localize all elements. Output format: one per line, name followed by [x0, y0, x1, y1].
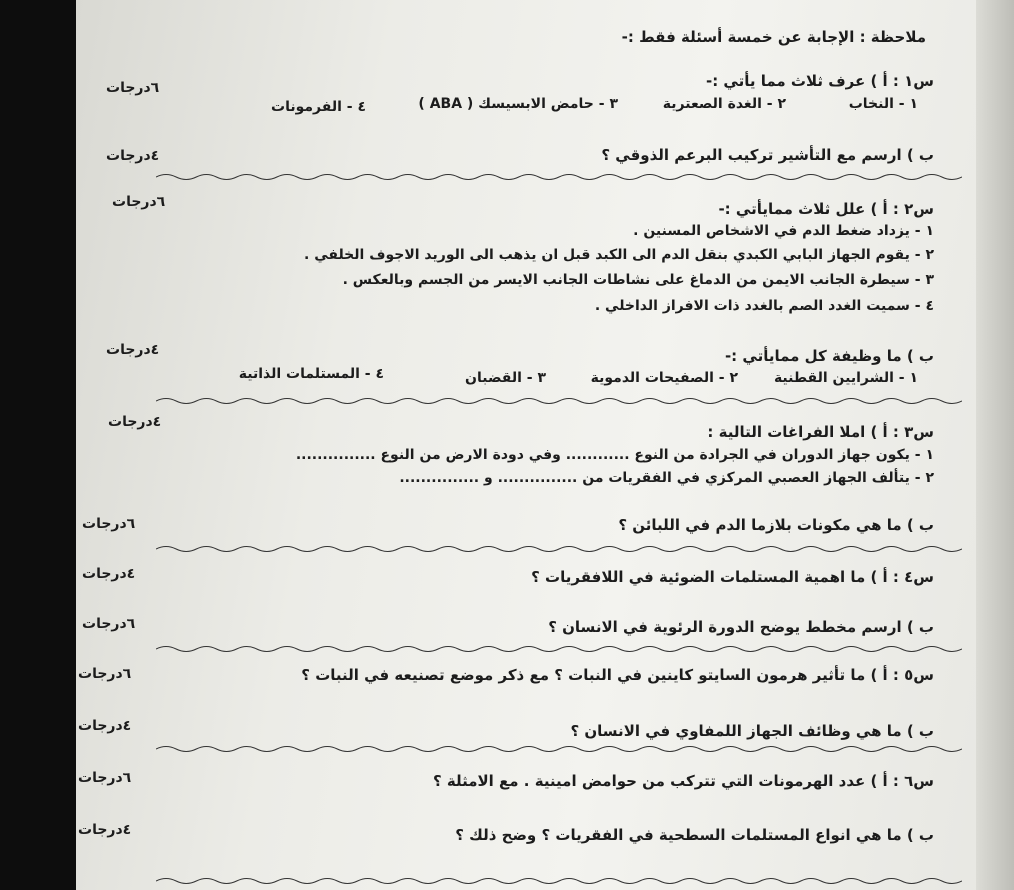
- q6-a-marks: ٦درجات: [78, 770, 132, 786]
- q6-b-prompt: ب ) ما هي انواع المستلمات السطحية في الفقريات ؟ وضح ذلك ؟: [455, 826, 934, 844]
- q5-a-prompt: س٥ : أ ) ما تأثير هرمون السايتو كاينين في النبات ؟ مع ذكر موضع تصنيعه في النبات ؟: [301, 666, 934, 684]
- q1-b-marks: ٤درجات: [106, 148, 160, 164]
- q4-b-prompt: ب ) ارسم مخطط يوضح الدورة الرئوية في الانسان ؟: [548, 618, 934, 636]
- q1-item-1: ١ - النخاب: [848, 96, 918, 112]
- q2-item-2: ٢ - الصفيحات الدموية: [590, 370, 738, 386]
- q3-a-prompt: س٣ : أ ) املا الفراغات التالية :: [707, 423, 934, 441]
- paper-edge: [976, 0, 1014, 890]
- q6-a-prompt: س٦ : أ ) عدد الهرمونات التي تتركب من حوامض امينية . مع الامثلة ؟: [432, 772, 934, 790]
- divider-3: [156, 544, 962, 554]
- divider-6: [156, 876, 962, 886]
- q1-item-4: ٤ - الفرمونات: [271, 99, 366, 115]
- q4-a-prompt: س٤ : أ ) ما اهمية المستلمات الضوئية في اللافقريات ؟: [531, 568, 934, 586]
- q2-item-4: ٤ - المستلمات الذاتية: [238, 366, 384, 382]
- q3-b-marks: ٦درجات: [82, 516, 136, 532]
- q1-b-prompt: ب ) ارسم مع التأشير تركيب البرعم الذوقي ؟: [601, 146, 934, 164]
- q2-a-line-4: ٤ - سميت الغدد الصم بالغدد ذات الافراز الداخلي .: [594, 298, 934, 314]
- q3-b-prompt: ب ) ما هي مكونات بلازما الدم في اللبائن ؟: [618, 516, 934, 534]
- q2-a-marks: ٦درجات: [112, 194, 166, 210]
- q1-item-3: ٣ - حامض الابسيسك ( ABA ): [418, 96, 618, 112]
- divider-2: [156, 396, 962, 406]
- q5-b-marks: ٤درجات: [78, 718, 132, 734]
- q2-b-prompt: ب ) ما وظيفة كل ممايأتي :-: [724, 347, 934, 365]
- q2-b-marks: ٤درجات: [106, 342, 160, 358]
- exam-note: ملاحظة : الإجابة عن خمسة أسئلة فقط :-: [621, 28, 926, 46]
- q3-a-line-1: ١ - يكون جهاز الدوران في الجرادة من النوع ............ وفي دودة الارض من النوع ...............: [295, 447, 934, 463]
- q3-a-line-2: ٢ - يتألف الجهاز العصبي المركزي في الفقريات من ............... و ...............: [399, 470, 934, 486]
- divider-5: [156, 744, 962, 754]
- q1-a-marks: ٦درجات: [106, 80, 160, 96]
- q3-a-marks: ٤درجات: [108, 414, 162, 430]
- q2-a-prompt: س٢ : أ ) علل ثلاث ممايأتي :-: [718, 200, 934, 218]
- q5-b-prompt: ب ) ما هي وظائف الجهاز اللمفاوي في الانسان ؟: [570, 722, 934, 740]
- q2-a-line-1: ١ - يزداد ضغط الدم في الاشخاص المسنين .: [633, 223, 934, 239]
- exam-paper: [76, 0, 996, 890]
- q5-a-marks: ٦درجات: [78, 666, 132, 682]
- q1-a-prompt: س١ : أ ) عرف ثلاث مما يأتي :-: [705, 72, 934, 90]
- q2-a-line-3: ٣ - سيطرة الجانب الايمن من الدماغ على نشاطات الجانب الايسر من الجسم وبالعكس .: [342, 272, 934, 288]
- divider-4: [156, 644, 962, 654]
- q1-item-2: ٢ - الغدة الصعترية: [662, 96, 786, 112]
- q2-item-1: ١ - الشرايين القطنية: [773, 370, 918, 386]
- divider-1: [156, 172, 962, 182]
- q4-b-marks: ٦درجات: [82, 616, 136, 632]
- q6-b-marks: ٤درجات: [78, 822, 132, 838]
- q2-item-3: ٣ - القضبان: [465, 370, 546, 386]
- q2-a-line-2: ٢ - يقوم الجهاز البابي الكبدي بنقل الدم الى الكبد قبل ان يذهب الى الوريد الاجوف الخلفي .: [304, 247, 934, 263]
- q4-a-marks: ٤درجات: [82, 566, 136, 582]
